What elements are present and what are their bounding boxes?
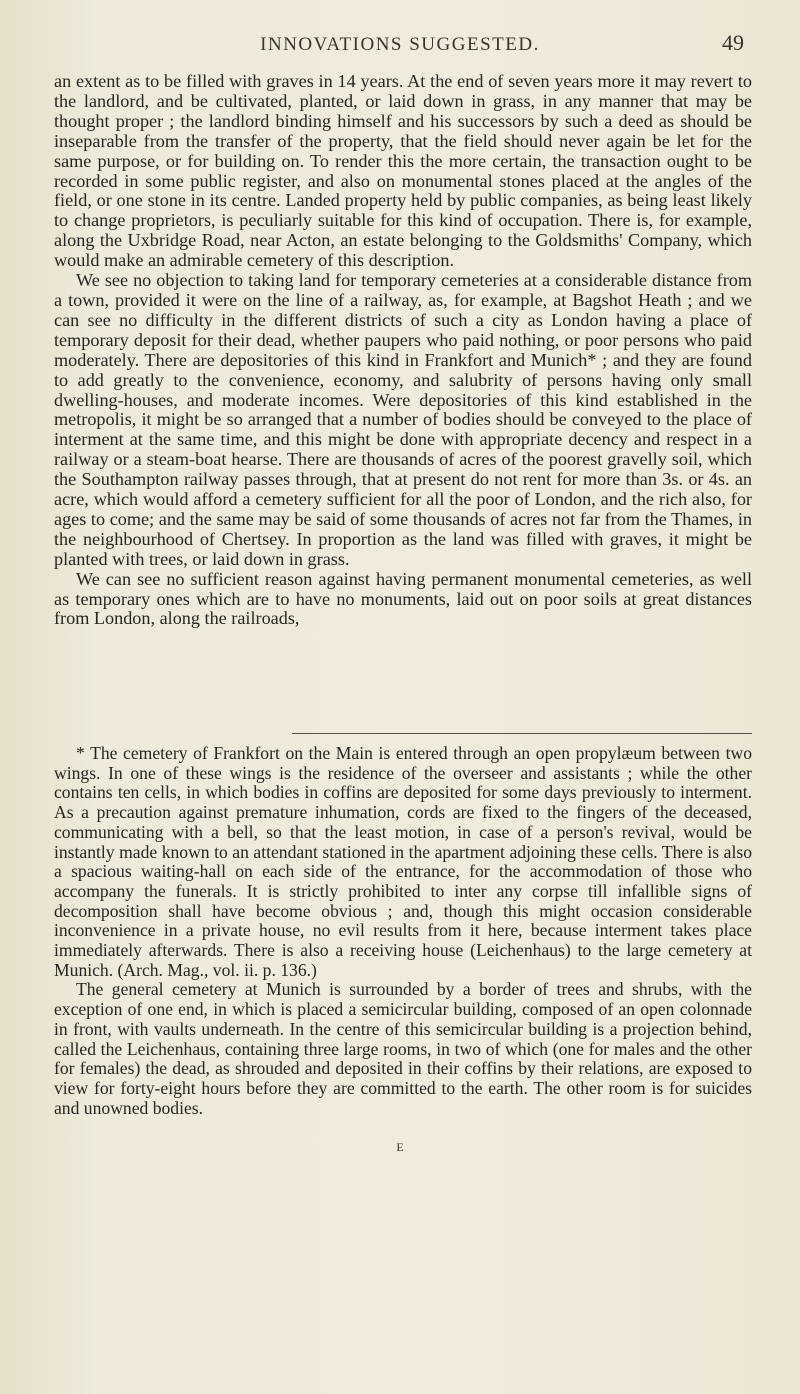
footnote-paragraph: The general cemetery at Munich is surrounded by a border of trees and shrubs, with the exception of one end, in which is placed a semicircular building, composed of an open colonnade in front, with vaults underneath. In the centre of this semicircular building is a projection behind, called the Leichenhaus, containing three large rooms, in two of which (one for males and the other for females) the dead, as shrouded and deposited in their coffins by their relations, are exposed to view for forty-eight hours before they are committed to the earth. The other room is for suicides and unowned bodies.: [54, 979, 752, 1118]
page-header: [0, 30, 800, 64]
running-head: INNOVATIONS SUGGESTED.: [260, 34, 540, 55]
footnotes: [54, 744, 752, 1118]
footnote-paragraph: * The cemetery of Frankfort on the Main is entered through an open propylæum between two wings. In one of these wings is the residence of the overseer and assistants ; while the other contains ten cells, in which bodies in coffins are deposited for some days previously to interment. As a precaution against premature inhumation, cords are fixed to the fingers of the deceased, communicating with a bell, so that the least motion, in case of a person's revival, would be instantly made known to an attendant stationed in the apartment adjoining these cells. There is also a spacious waiting-hall on each side of the entrance, for the accommodation of those who accompany the funerals. It is strictly prohibited to inter any corpse till infallible signs of decomposition shall have become obvious ; and, though this might occasion considerable inconvenience in a private house, no evil results from it here, because interment takes place immediately afterwards. There is also a receiving house (Leichenhaus) to the large cemetery at Munich. (Arch. Mag., vol. ii. p. 136.): [54, 743, 752, 980]
signature-mark: E: [396, 1140, 404, 1154]
main-text: [54, 72, 752, 629]
page-number: 49: [722, 30, 744, 55]
footnote-rule: [292, 733, 752, 734]
body-paragraph: We can see no sufficient reason against having permanent monumental cemeteries, as well as temporary ones which are to have no monuments, laid out on poor soils at great distances from London, along the railroads,: [54, 568, 752, 629]
body-paragraph: We see no objection to taking land for temporary cemeteries at a considerable distance from a town, provided it were on the line of a railway, as, for example, at Bagshot Heath ; and we can see no difficulty in the different districts of such a city as London having a place of temporary deposit for their dead, whether paupers who paid nothing, or poor persons who paid moderately. There are depositories of this kind in Frankfort and Munich* ; and they are found to add greatly to the convenience, economy, and salubrity of persons having only small dwelling-houses, and moderate incomes. Were depositories of this kind established in the metropolis, it might be so arranged that a number of bodies should be conveyed to the place of interment at the same time, and this might be done with appropriate decency and respect in a railway or a steam-boat hearse. There are thousands of acres of the poorest gravelly soil, which the Southampton railway passes through, that at present do not rent for more than 3s. or 4s. an acre, which would afford a cemetery sufficient for all the poor of London, and the rich also, for ages to come; and the same may be said of some thousands of acres not far from the Thames, in the neighbourhood of Chertsey. In proportion as the land was filled with graves, it might be planted with trees, or laid down in grass.: [54, 270, 752, 569]
body-paragraph: an extent as to be filled with graves in 14 years. At the end of seven years more it may revert to the landlord, and be cultivated, planted, or laid down in grass, in any manner that may be thought proper ; the landlord binding himself and his successors by such a deed as should be inseparable from the transfer of the property, that the field should never again be let for the same purpose, or for building on. To render this the more certain, the transaction ought to be recorded in some public register, and also on monumental stones placed at the angles of the field, or one stone in its centre. Landed property held by public companies, as being least likely to change proprietors, is peculiarly suitable for this kind of occupation. There is, for example, along the Uxbridge Road, near Acton, an estate belonging to the Goldsmiths' Company, which would make an admirable cemetery of this description.: [54, 71, 752, 271]
